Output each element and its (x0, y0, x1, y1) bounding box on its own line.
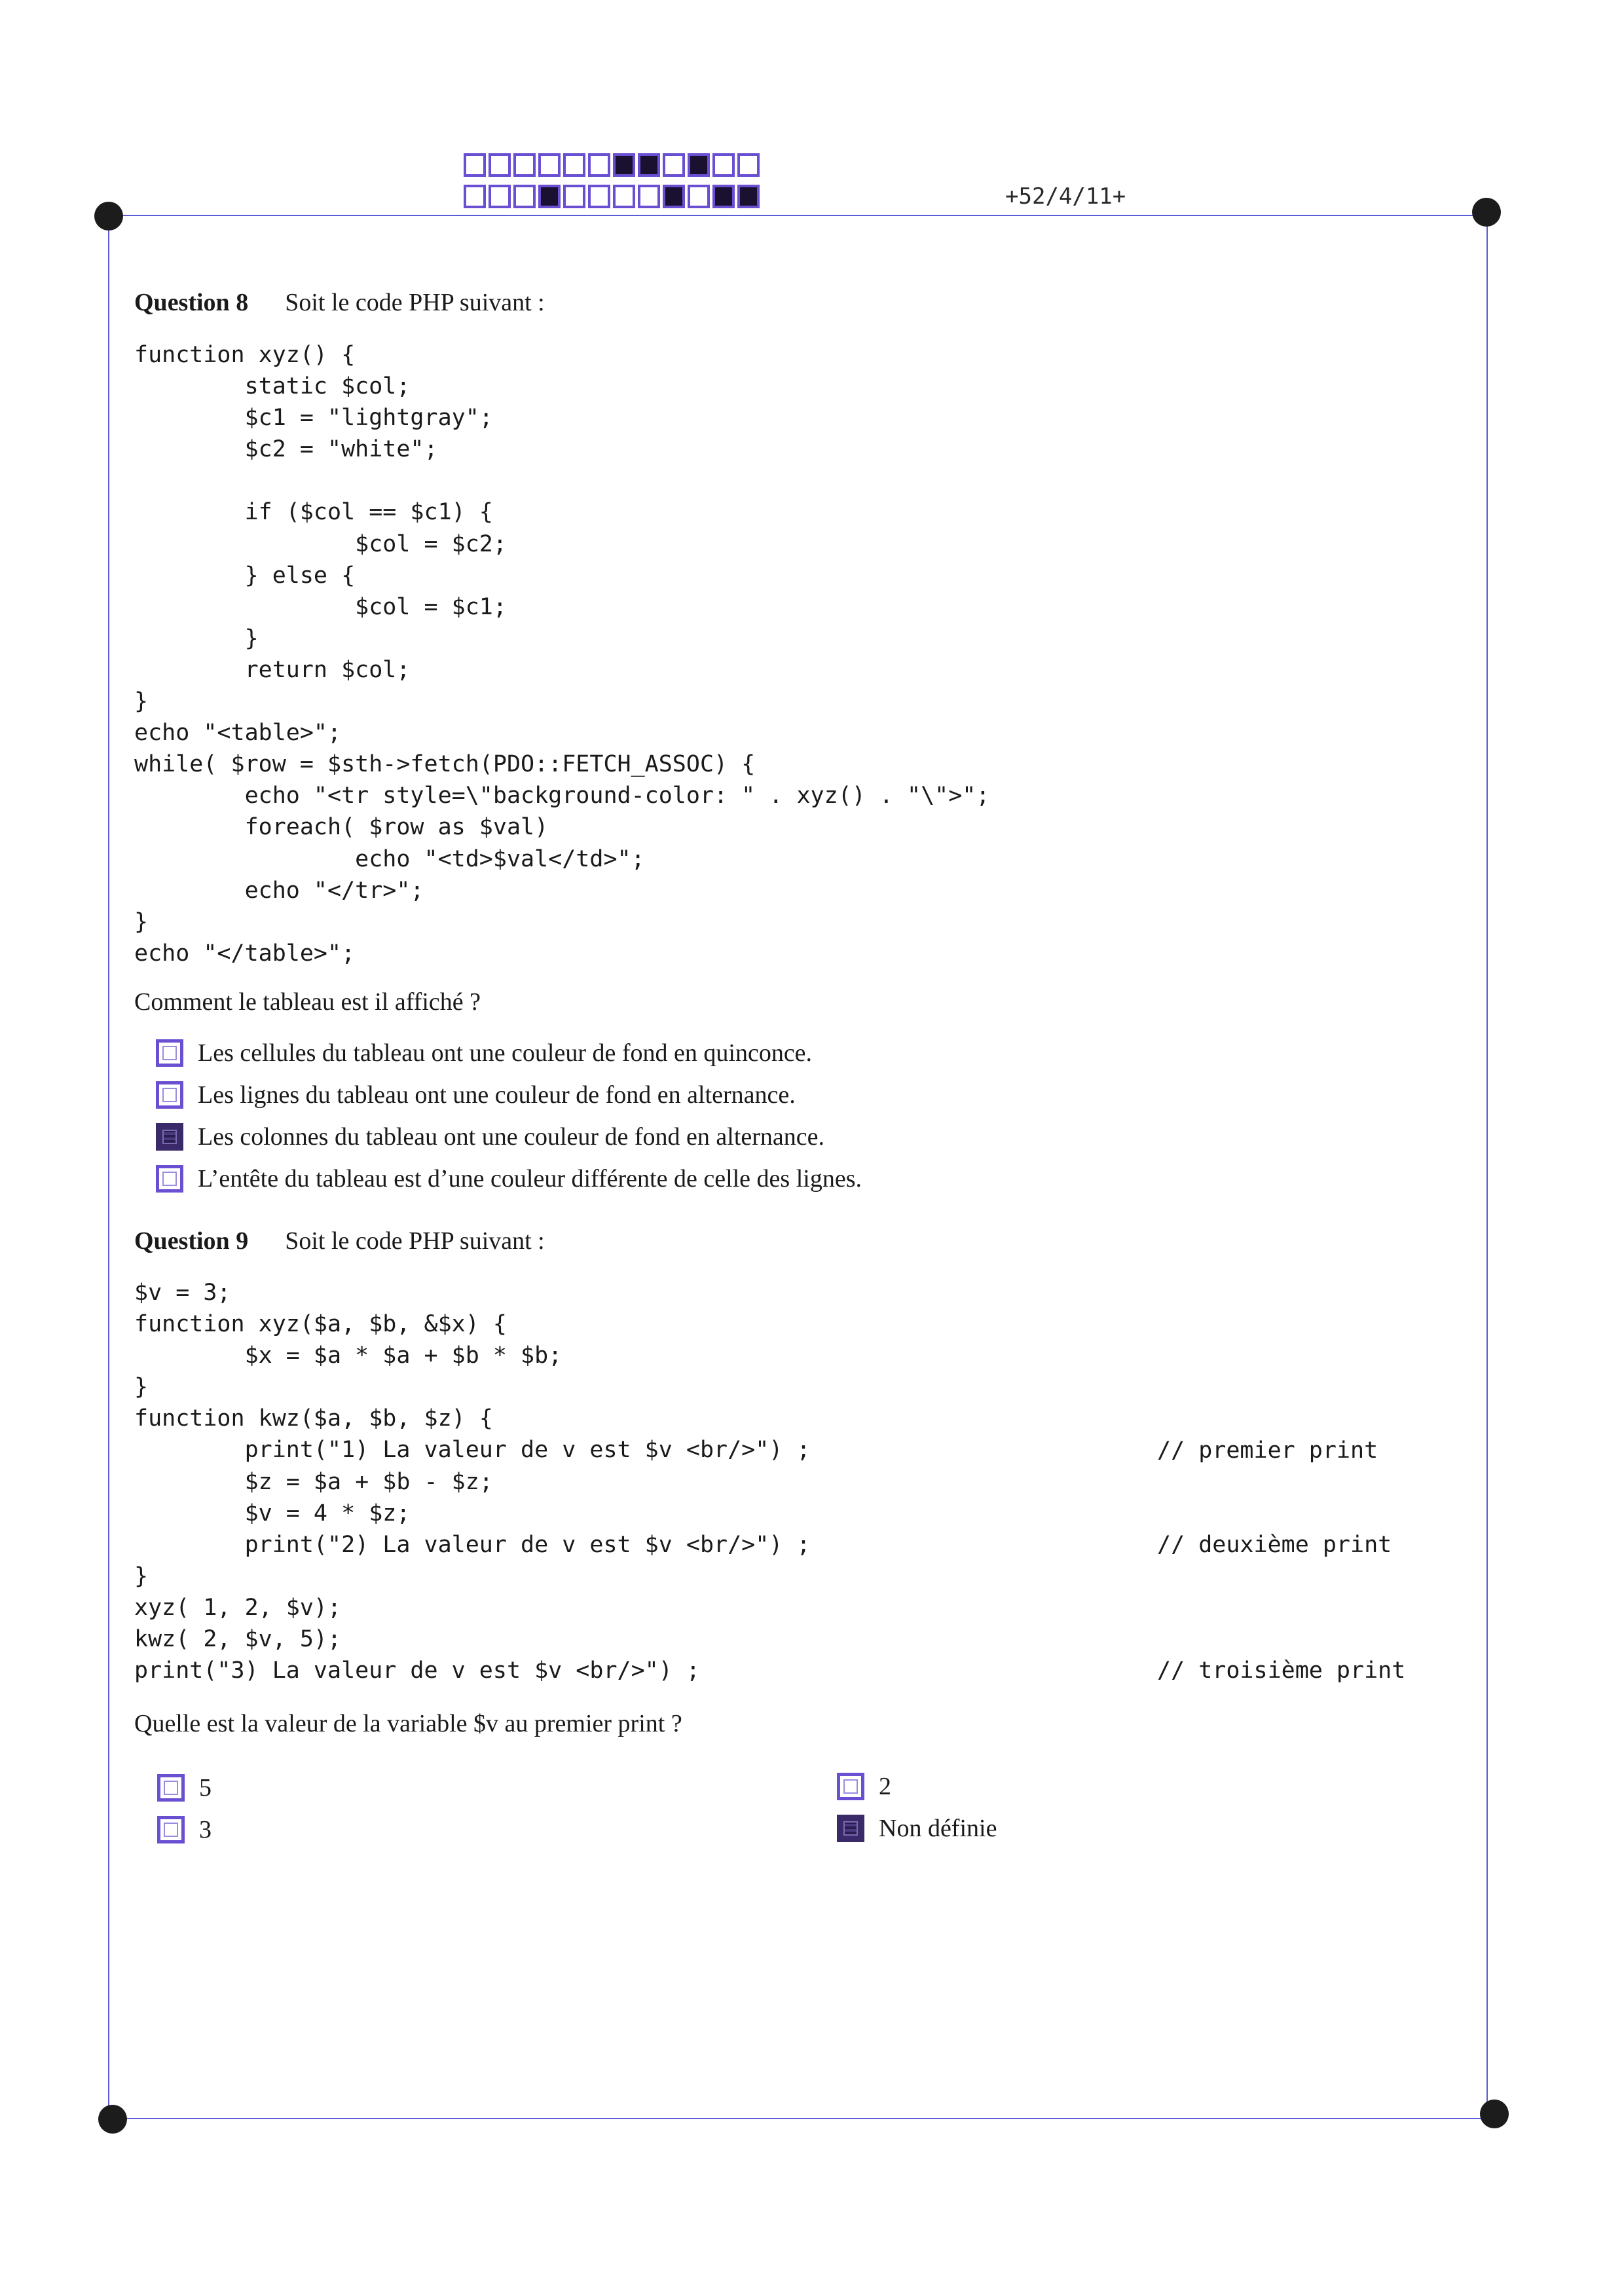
question-9-choice-2[interactable] (157, 1815, 212, 1844)
id-grid-cell (513, 185, 536, 208)
frame-top-line (108, 215, 1487, 216)
checkbox-icon[interactable] (837, 1773, 864, 1800)
id-grid-cell (464, 153, 486, 177)
code-line: print("2) La valeur de v est $v <br/>") ; (134, 1531, 811, 1558)
code-line: while( $row = $sth->fetch(PDO::FETCH_ASSOC) { (134, 751, 756, 778)
question-9-choice-4[interactable] (837, 1814, 997, 1843)
code-line: echo "</tr>"; (134, 877, 424, 904)
question-9-prompt: Quelle est la valeur de la variable $v au premier print ? (134, 1710, 682, 1737)
code-line: echo "<td>$val</td>"; (134, 845, 645, 872)
id-grid-cell (538, 185, 561, 208)
code-line: function kwz($a, $b, $z) { (134, 1405, 493, 1432)
question-9-choice-3[interactable] (837, 1772, 891, 1801)
question-8-code (134, 339, 989, 969)
code-line: $z = $a + $b - $z; (134, 1468, 493, 1495)
id-grid-cell (688, 185, 710, 208)
id-grid-cell (588, 153, 610, 177)
code-line: print("1) La valeur de v est $v <br/>") ; (134, 1437, 811, 1464)
question-9-header (134, 1227, 545, 1255)
code-line: $v = 3; (134, 1280, 231, 1306)
choice-label: 5 (199, 1774, 212, 1802)
id-grid-cell (563, 185, 585, 208)
code-line: $col = $c2; (134, 530, 507, 557)
code-line: echo "<tr style=\"background-color: " . xyz() . "\">"; (134, 783, 990, 809)
code-line: function xyz() { (134, 342, 356, 368)
id-grid-cell (513, 153, 536, 177)
id-grid-cell (688, 153, 710, 177)
checkbox-icon[interactable] (157, 1774, 185, 1802)
code-line: } (134, 625, 259, 652)
student-id-row-1 (464, 153, 762, 177)
code-line: } (134, 908, 149, 935)
id-grid-cell (464, 185, 486, 208)
id-grid-cell (712, 153, 735, 177)
id-grid-cell (638, 153, 660, 177)
code-line: if ($col == $c1) { (134, 499, 493, 526)
choice-label: Les colonnes du tableau ont une couleur de fond en alternance. (198, 1123, 825, 1151)
code-line: echo "<table>"; (134, 720, 342, 747)
question-9-intro: Soit le code PHP suivant : (285, 1227, 545, 1255)
code-line: } (134, 688, 149, 715)
corner-mark-bottom-right (1480, 2100, 1509, 2128)
id-grid-cell (737, 185, 760, 208)
checkbox-icon[interactable] (157, 1816, 185, 1843)
page-code: +52/4/11+ (1005, 183, 1126, 210)
code-line: print("3) La valeur de v est $v <br/>") ; (134, 1657, 700, 1684)
question-8-prompt: Comment le tableau est il affiché ? (134, 988, 481, 1016)
code-line: $v = 4 * $z; (134, 1500, 411, 1527)
code-line (134, 465, 989, 496)
corner-mark-top-left (94, 202, 123, 231)
question-8-choice-2[interactable] (156, 1081, 796, 1109)
checkbox-checked-icon[interactable] (156, 1123, 183, 1151)
id-grid-cell (588, 185, 610, 208)
code-line: xyz( 1, 2, $v); (134, 1594, 342, 1621)
code-line: kwz( 2, $v, 5); (134, 1626, 342, 1653)
code-comment: // troisième print (1157, 1657, 1406, 1684)
code-line: $x = $a * $a + $b * $b; (134, 1342, 563, 1369)
choice-label: 3 (199, 1816, 212, 1843)
checkbox-icon[interactable] (156, 1165, 183, 1193)
checkbox-icon[interactable] (156, 1039, 183, 1067)
code-line: return $col; (134, 656, 411, 683)
id-grid-cell (663, 185, 685, 208)
id-grid-cell (563, 153, 585, 177)
corner-mark-bottom-left (98, 2105, 127, 2134)
id-grid-cell (613, 153, 635, 177)
question-8-label: Question 8 (134, 289, 249, 316)
student-id-row-2 (464, 185, 762, 208)
question-9-label: Question 9 (134, 1227, 249, 1255)
question-8-intro: Soit le code PHP suivant : (285, 289, 545, 316)
id-grid-cell (712, 185, 735, 208)
id-grid-cell (737, 153, 760, 177)
frame-bottom-line (112, 2118, 1496, 2119)
id-grid-cell (489, 185, 511, 208)
code-line: static $col; (134, 373, 411, 400)
id-grid-cell (638, 185, 660, 208)
choice-label: Non définie (879, 1815, 997, 1842)
code-line: echo "</table>"; (134, 940, 356, 967)
choice-label: Les lignes du tableau ont une couleur de fond en alternance. (198, 1081, 796, 1109)
code-line: $col = $c1; (134, 593, 507, 620)
code-line: $c2 = "white"; (134, 436, 438, 463)
frame-left-line (108, 215, 109, 2118)
code-line: } (134, 1563, 149, 1589)
checkbox-checked-icon[interactable] (837, 1815, 864, 1842)
question-9-choice-1[interactable] (157, 1773, 212, 1802)
checkbox-icon[interactable] (156, 1081, 183, 1109)
choice-label: 2 (879, 1773, 891, 1800)
code-line: } else { (134, 562, 356, 589)
id-grid-cell (489, 153, 511, 177)
code-line: function xyz($a, $b, &$x) { (134, 1311, 507, 1338)
id-grid-cell (538, 153, 561, 177)
code-line: foreach( $row as $val) (134, 814, 549, 841)
question-9-code (134, 1277, 1406, 1686)
choice-label: Les cellules du tableau ont une couleur de fond en quinconce. (198, 1039, 813, 1067)
code-line: } (134, 1374, 149, 1401)
code-comment: // premier print (1157, 1437, 1378, 1464)
choice-label: L’entête du tableau est d’une couleur différente de celle des lignes. (198, 1165, 862, 1193)
frame-right-line (1486, 215, 1488, 2118)
id-grid-cell (613, 185, 635, 208)
corner-mark-top-right (1472, 198, 1501, 227)
id-grid-cell (663, 153, 685, 177)
question-8-choice-1[interactable] (156, 1039, 812, 1067)
code-line: $c1 = "lightgray"; (134, 405, 493, 432)
question-8-header (134, 288, 545, 317)
question-8-choice-4[interactable] (156, 1164, 862, 1193)
question-8-choice-3[interactable] (156, 1122, 824, 1151)
code-comment: // deuxième print (1157, 1531, 1392, 1558)
